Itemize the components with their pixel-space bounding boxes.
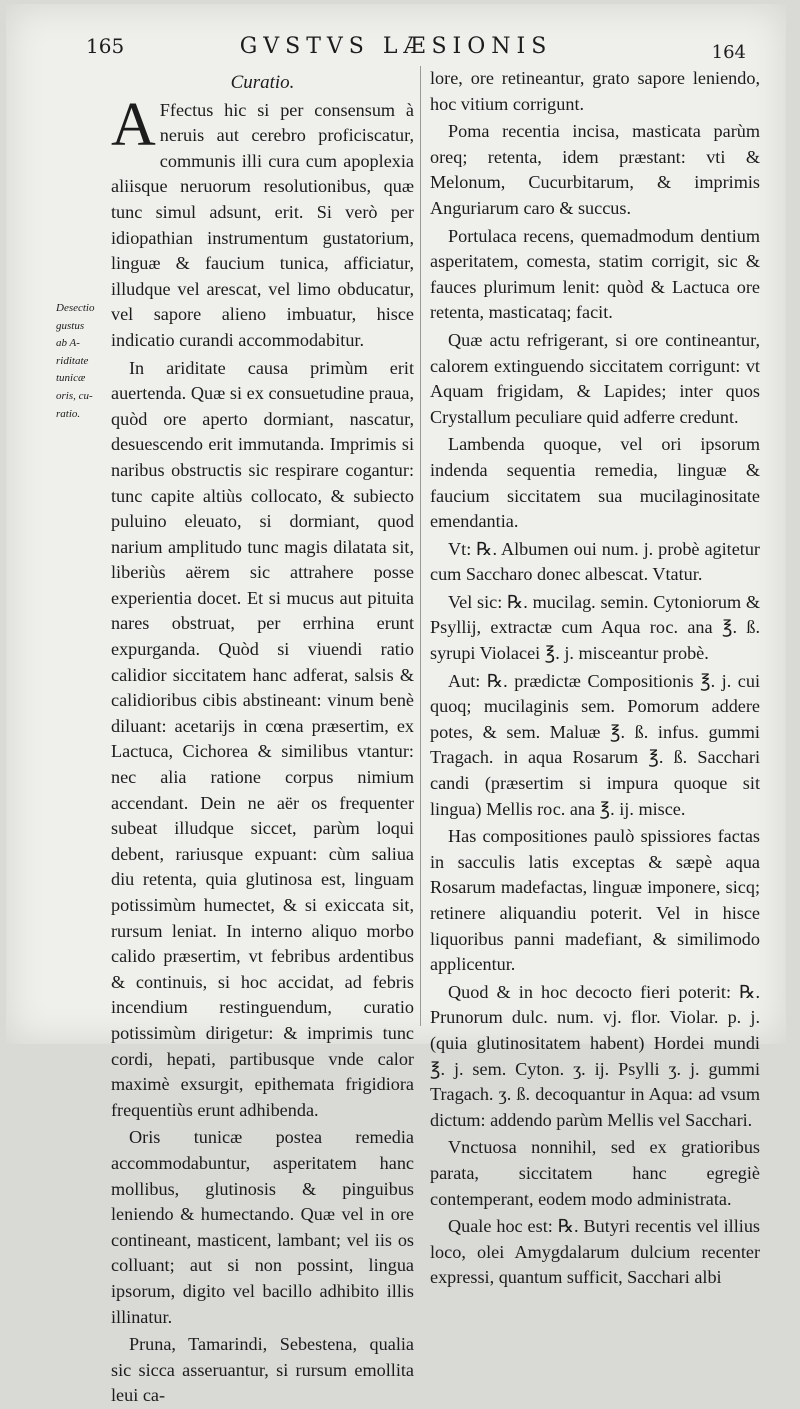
marginal-note-line: ab A- xyxy=(56,337,80,350)
paragraph: Aut: ℞. prædictæ Compositionis ℥. j. cui quoq; mucilaginis sem. Pomorum addere potes, & sem. Maluæ ℥. ß. infus. gummi Tragach. in aqua Rosarum ℥. ß. Sacchari candi (præsertim si impura quoque sit lingua) Mellis rос. ana ℥. ij. misce. xyxy=(430,670,760,819)
marginal-note xyxy=(56,300,108,423)
paragraph: In ariditate causa primùm erit auertenda. Quæ si ex consuetudine praua, quòd ore aperto dormiant, nascatur, desuescendo erit immutanda. Imprimis si naribus obstructis sic respirare cogantur: tunc capite altiùs collocato, & subiecto puluino eleuato, si dormiant, quod narium amplitudo tunc magis dilatata sit, liberiùs aërem sic attrahere posse experientia docet. Et si mucus aut pituita nares obstruat, per errhina erunt expurganda. Quòd si viuendi ratio calidior siccitatem hanc adferat, salsis & calidioribus cibis abstineant: vinum benè diluant: acetarijs in cœna præsertim, ex Lactuca, Cichorea & similibus vtantur: nec alia ratione corpus nimium accendant. Dein ne aër os frequenter subeat illudque siccet, parùm loqui debent, rariusque expuant: cùm saliua diu retenta, quia glutinosa est, linguam potissimùm humectet, & si exiccata sit, rursum leniat. In interno aliquo morbo calido præsertim, vt febribus ardentibus & continuis, si hoc accidat, ad febris incendium restinguendum, curatio potissimùm dirigetur: & imprimis tunc cordi, hepati, partibusque vnde calor maximè exsurgit, epithemata frigidiora frequentiùs erunt adhibenda. xyxy=(111,357,414,1120)
paragraph-text: Ffectus hic si per consensum à neruis aut cerebro proficiscatur, communis illi cura cum apoplexia aliisque neruorum resolutionibus, quæ tunc simul adsunt, erit. Si verò per idiopathian instrumentum gustatorium, linguæ & faucium tunica, afficiatur, illudque vel arescat, vel limo obducatur, vel sapore alieno imbuatur, hisce indicatio curandi accommodabitur. xyxy=(111,99,414,350)
page-number-left: 165 xyxy=(86,34,125,58)
paragraph: Portulaca recens, quemadmodum dentium asperitatem, comesta, statim corrigit, sic & fauces plurimum lenit: quòd & Lactuca ore retenta, masticataq; facit. xyxy=(430,225,760,323)
paragraph: Quod & in hoc decocto fieri poterit: ℞. Prunorum dulc. num. vj. flor. Violar. p. j. (quia glutinositatem habent) Hordei mundi ℥. j. sem. Cyton. ʒ. ij. Psylli ʒ. j. gummi Tragach. ʒ. ß. decoquantur in Aqua: ad vsum dictum: addendo parùm Mellis vel Sacchari. xyxy=(430,981,760,1130)
paragraph: Oris tunicæ postea remedia accommodabuntur, asperitatem hanc mollibus, glutinosis & pinguibus leniendo & humectando. Quæ vel in ore contineant, masticent, lambant; vel iis os colluant; aut si non possint, lingua ipsorum, digito vel bacillo adhibito illis illinatur. xyxy=(111,1127,414,1327)
marginal-note-line: riditate xyxy=(56,354,89,367)
running-title: GVSTVS LÆSIONIS xyxy=(239,34,553,59)
marginal-note-line: gustus xyxy=(56,319,85,332)
page-header xyxy=(6,32,786,62)
paragraph: Pruna, Tamarindi, Sebestena, qualia sic sicca asseruantur, si rursum emollita leui ca- xyxy=(111,1334,414,1406)
paragraph: Quæ actu refrigerant, si ore contineantur, calorem extinguendo siccitatem corrigunt: vt Aquam frigidam, & Lapides; inter quos Crystallum peculiare quid adferre credunt. xyxy=(430,329,760,427)
paragraph xyxy=(111,90,414,354)
paragraph: Poma recentia incisa, masticata parùm oreq; retenta, idem præstant: vti & Melonum, Cucurbitarum, & imprimis Anguriarum caro & succus. xyxy=(430,121,760,218)
paragraph: Vnctuosa nonnihil, sed ex gratioribus parata, siccitatem hanc egregiè contemperant, eodem modo administrata. xyxy=(430,1137,760,1209)
left-column xyxy=(111,66,414,1409)
paragraph: Vel sic: ℞. mucilag. semin. Cytoniorum & Psyllij, extractæ cum Aqua rос. ana ℥. ß. syrupi Violacei ℥. j. misceantur probè. xyxy=(430,591,760,664)
paragraph: Lambenda quoque, vel ori ipsorum indenda sequentia remedia, linguæ & faucium siccitatem sua mucilaginositate emendantia. xyxy=(430,434,760,532)
right-column xyxy=(430,66,760,1291)
marginal-note-line: oris, cu- xyxy=(56,389,93,402)
paragraph: Has compositiones paulò spissiores factas in sacculis latis exceptas & sæpè aqua Rosarum madefactas, linguæ imponere, sicq; retinere aliquandiu poterit. Vel in hisce liquoribus panni madefiant, & similimodo applicentur. xyxy=(430,826,760,975)
book-page xyxy=(6,4,786,1406)
column-divider xyxy=(420,66,421,1026)
marginal-note-line: tunicæ xyxy=(56,372,86,385)
paragraph: lore, ore retineantur, grato sapore leniendo, hoc vitium corrigunt. xyxy=(430,68,760,114)
marginal-note-line: Desectio xyxy=(56,302,95,314)
paragraph: Vt: ℞. Albumen oui num. j. probè agitetur cum Saccharo donec albescat. Vtatur. xyxy=(430,538,760,585)
page-number-right: 164 xyxy=(711,42,746,63)
section-heading: Curatio. xyxy=(230,72,295,93)
drop-cap: A xyxy=(111,90,156,159)
paragraph: Quale hoc est: ℞. Butyri recentis vel illius loco, olei Amygdalarum dulcium recenter expressi, quantum sufficit, Sacchari albi xyxy=(430,1216,760,1288)
marginal-note-line: ratio. xyxy=(56,407,81,420)
